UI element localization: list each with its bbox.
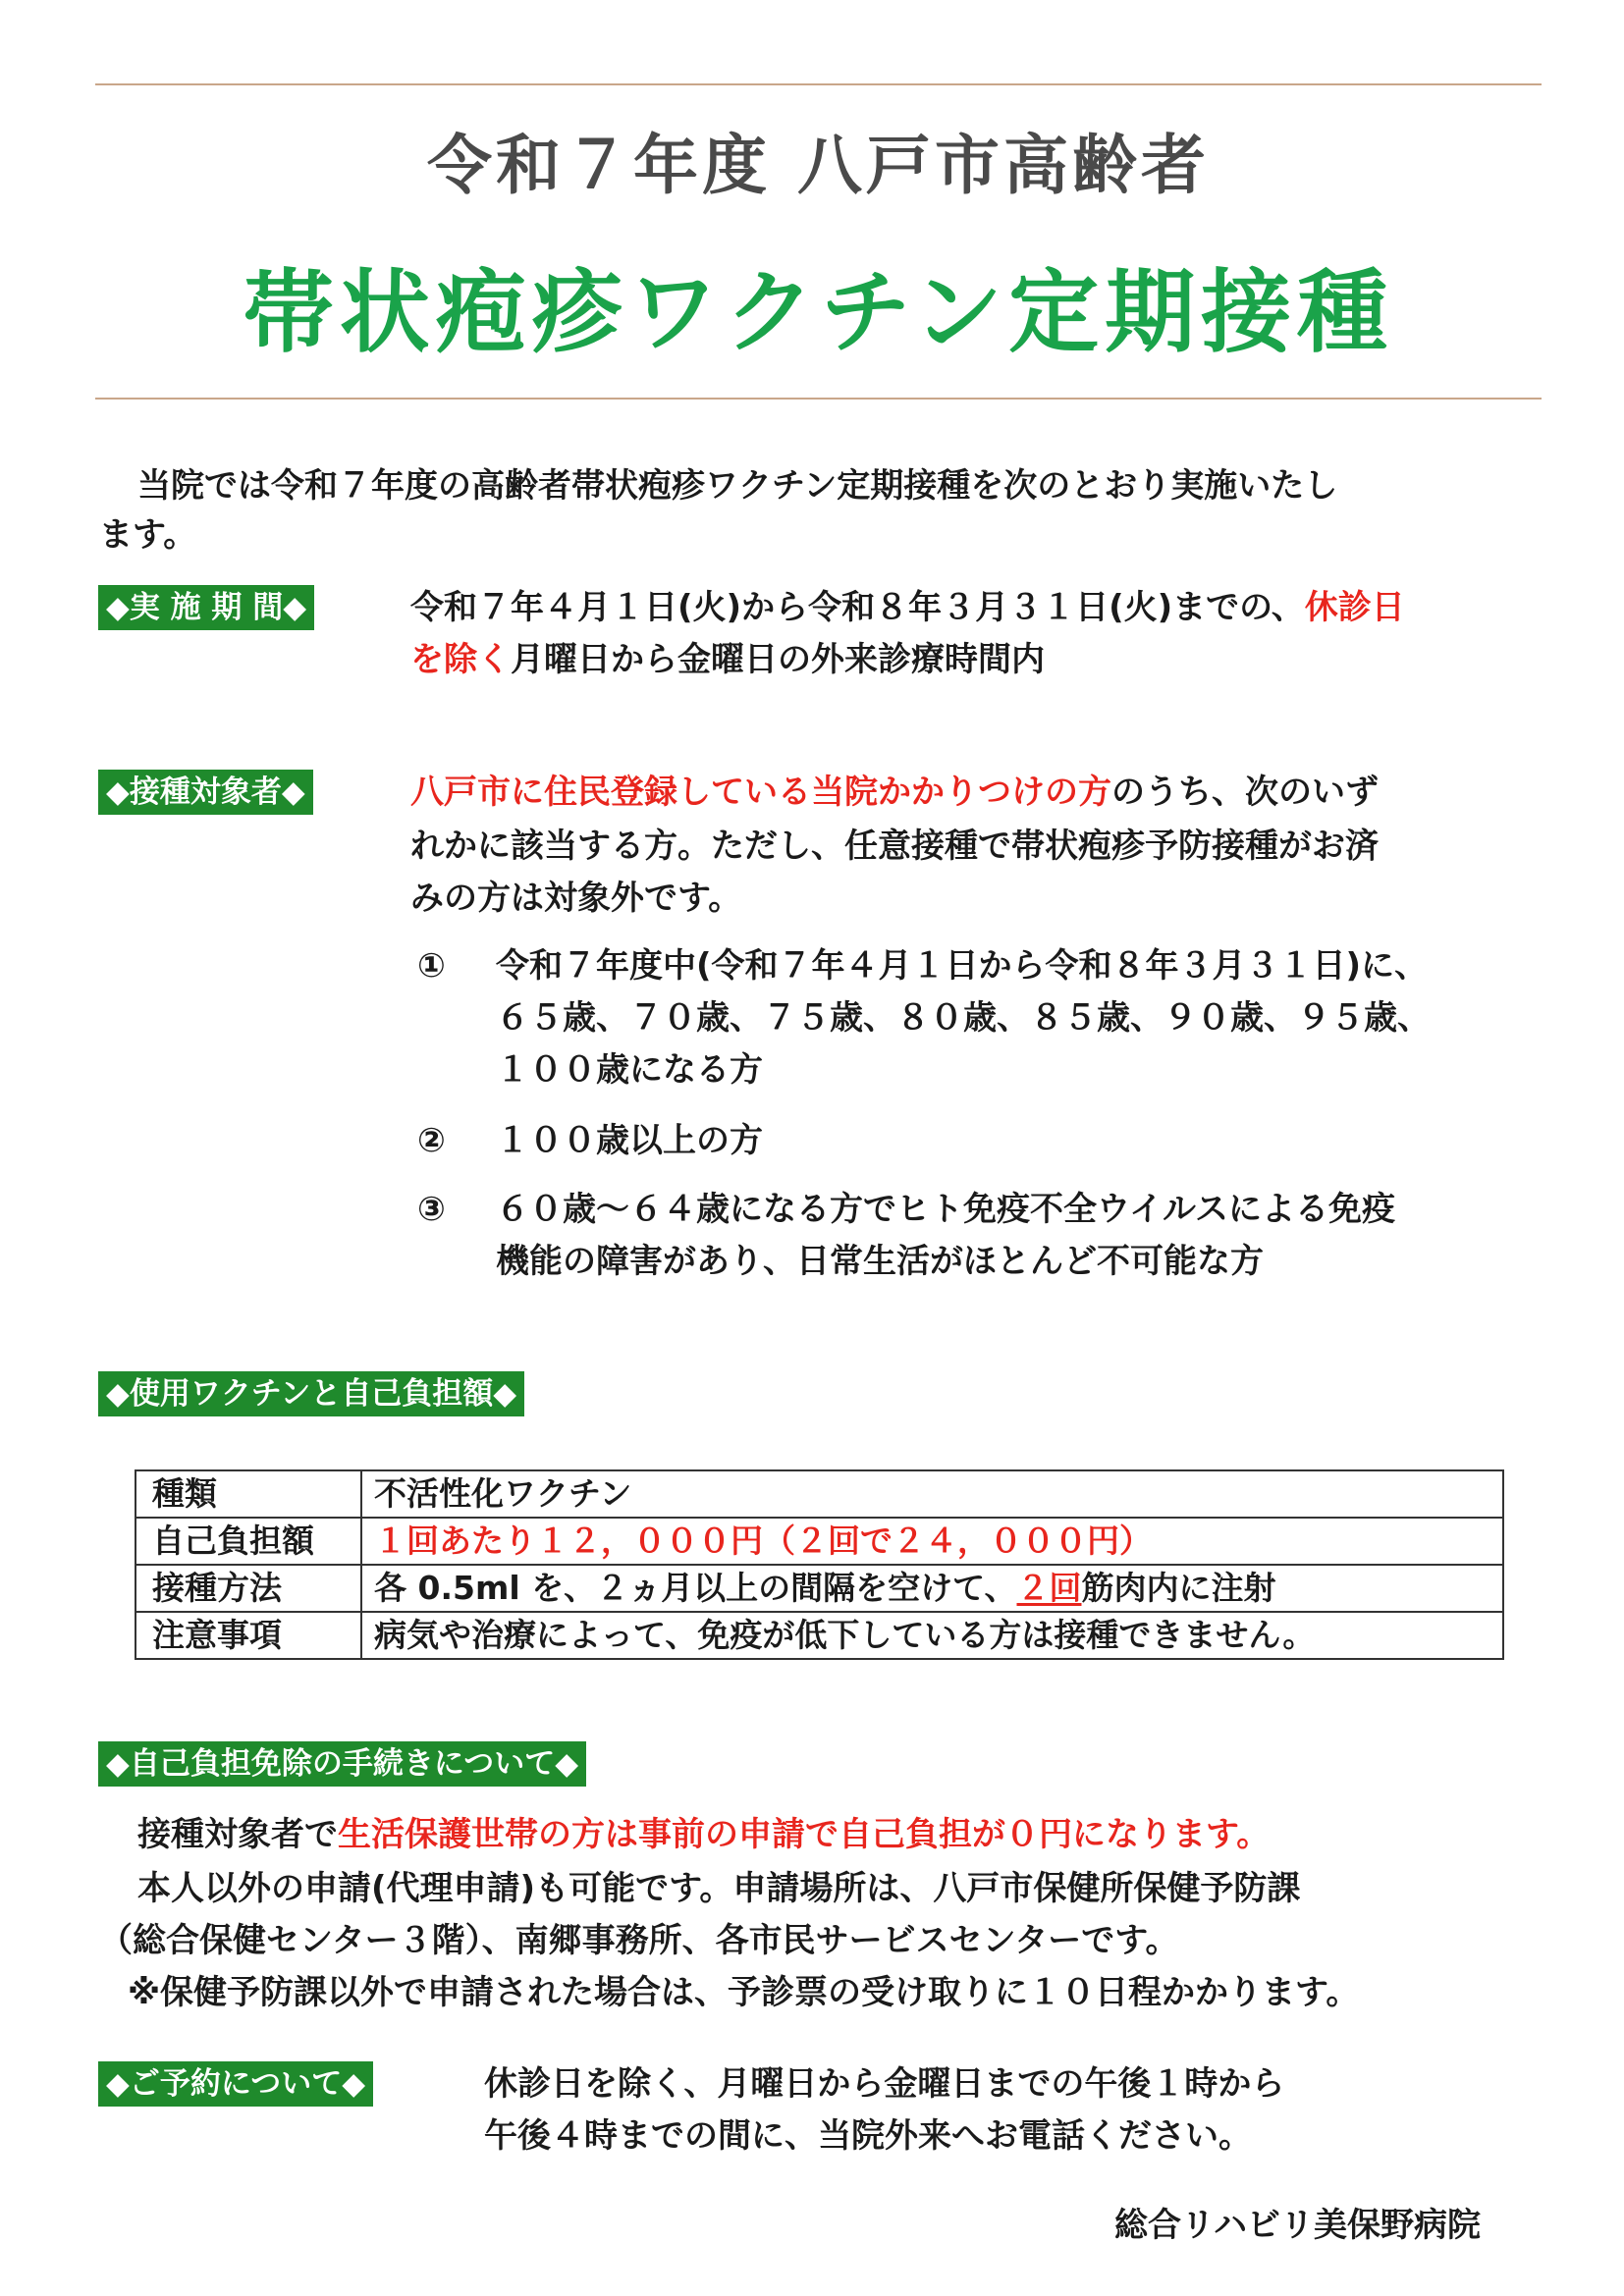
method-text-2: 筋肉内に注射	[1081, 1569, 1276, 1607]
top-rule	[95, 83, 1542, 85]
table-row	[135, 1612, 1503, 1659]
exemption-line3: （総合保健センター３階）、南郷事務所、各市民サービスセンターです。	[99, 1921, 1179, 1960]
item-number-1: ①	[417, 946, 446, 986]
item-1-line3: １００歳になる方	[496, 1050, 763, 1090]
table-row	[135, 1470, 1503, 1518]
table-key: 自己負担額	[135, 1518, 361, 1565]
period-text-2: 月曜日から金曜日の外来診療時間内	[511, 640, 1045, 679]
title-line1: 令和７年度 八戸市高齢者	[427, 128, 1210, 203]
item-1-line1: 令和７年度中(令和７年４月１日から令和８年３月３１日)に、	[496, 946, 1429, 986]
table-value: 不活性化ワクチン	[361, 1470, 1503, 1518]
table-key: 種類	[135, 1470, 361, 1518]
target-text: のうち、次のいず	[1111, 773, 1379, 812]
period-emphasis-2: を除く	[410, 640, 511, 679]
table-value: 病気や治療によって、免疫が低下している方は接種できません。	[361, 1612, 1503, 1659]
bottom-rule	[95, 398, 1542, 400]
item-number-3: ③	[417, 1190, 446, 1229]
title-line2: 帯状疱疹ワクチン定期接種	[243, 260, 1394, 365]
item-3-line2: 機能の障害があり、日常生活がほとんど不可能な方	[496, 1242, 1264, 1281]
target-line1	[410, 766, 1379, 819]
target-tag: ◆接種対象者◆	[98, 770, 313, 815]
exemption-line2: 本人以外の申請(代理申請)も可能です。申請場所は、八戸市保健所保健予防課	[137, 1869, 1301, 1908]
method-text: 各 0.5ml を、２ヵ月以上の間隔を空けて、	[374, 1569, 1017, 1607]
table-key: 接種方法	[135, 1565, 361, 1612]
exemption-line4: ※保健予防課以外で申請された場合は、予診票の受け取りに１０日程かかります。	[128, 1973, 1360, 2012]
target-line2: れかに該当する方。ただし、任意接種で帯状疱疹予防接種がお済	[410, 827, 1379, 866]
hospital-name: 総合リハビリ美保野病院	[1114, 2206, 1481, 2245]
item-3-line1: ６０歳～６４歳になる方でヒト免疫不全ウイルスによる免疫	[496, 1190, 1395, 1229]
table-value: １回あたり１２，０００円（２回で２４，０００円）	[361, 1518, 1503, 1565]
period-text: 令和７年４月１日(火)から令和８年３月３１日(火)までの、	[410, 588, 1305, 627]
period-emphasis: 休診日	[1304, 588, 1405, 627]
exemption-text: 接種対象者で	[137, 1815, 338, 1854]
period-line2	[410, 633, 1045, 686]
reservation-line2: 午後４時までの間に、当院外来へお電話ください。	[484, 2116, 1252, 2156]
intro-line2: ます。	[99, 515, 197, 555]
method-emphasis: ２回	[1016, 1569, 1082, 1607]
period-line1	[410, 581, 1405, 634]
item-1-line2: ６５歳、７０歳、７５歳、８０歳、８５歳、９０歳、９５歳、	[496, 998, 1431, 1038]
table-key: 注意事項	[135, 1612, 361, 1659]
table-row	[135, 1518, 1503, 1565]
vaccine-tag: ◆使用ワクチンと自己負担額◆	[98, 1371, 524, 1416]
reservation-line1: 休診日を除く、月曜日から金曜日までの午後１時から	[484, 2064, 1285, 2104]
item-number-2: ②	[417, 1121, 446, 1160]
exemption-emphasis: 生活保護世帯の方は事前の申請で自己負担が０円になります。	[338, 1815, 1271, 1854]
table-value	[361, 1565, 1503, 1612]
item-2-line1: １００歳以上の方	[496, 1121, 763, 1160]
reservation-tag: ◆ご予約について◆	[98, 2061, 373, 2107]
exemption-tag: ◆自己負担免除の手続きについて◆	[98, 1741, 586, 1787]
intro-line1: 当院では令和７年度の高齢者帯状疱疹ワクチン定期接種を次のとおり実施いたし	[137, 466, 1338, 506]
table-row	[135, 1565, 1503, 1612]
period-tag: ◆実 施 期 間◆	[98, 585, 314, 630]
exemption-line1	[137, 1808, 1270, 1861]
target-line3: みの方は対象外です。	[410, 879, 742, 918]
target-emphasis: 八戸市に住民登録している当院かかりつけの方	[410, 773, 1111, 812]
vaccine-table	[135, 1469, 1504, 1660]
